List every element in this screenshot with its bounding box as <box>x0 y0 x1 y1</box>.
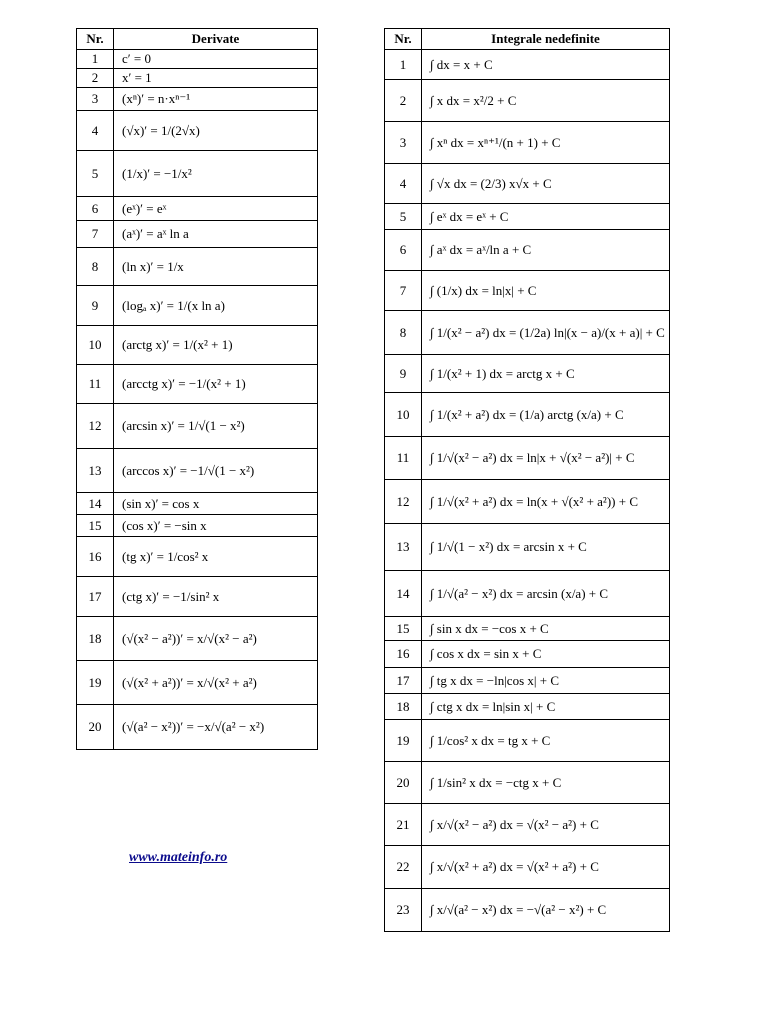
derivative-row <box>77 69 318 88</box>
integral-row-number: 13 <box>385 524 422 571</box>
derivative-row-number: 13 <box>77 449 114 493</box>
integral-row-formula: ∫ 1/√(a² − x²) dx = arcsin (x/a) + C <box>422 571 670 617</box>
integrals-header-title: Integrale nedefinite <box>422 29 670 50</box>
derivative-row-formula: (√(x² + a²))′ = x/√(x² + a²) <box>114 661 318 705</box>
derivative-row <box>77 449 318 493</box>
derivative-row <box>77 197 318 221</box>
derivative-row-number: 3 <box>77 88 114 111</box>
mateinfo-link[interactable]: www.mateinfo.ro <box>129 850 228 865</box>
derivative-row <box>77 248 318 286</box>
integral-row-formula: ∫ 1/(x² − a²) dx = (1/2a) ln|(x − a)/(x + a)| + C <box>422 311 670 355</box>
derivative-row-number: 14 <box>77 493 114 515</box>
derivative-row-formula: (ln x)′ = 1/x <box>114 248 318 286</box>
integral-row <box>385 122 670 164</box>
derivative-row <box>77 617 318 661</box>
derivative-row-number: 20 <box>77 705 114 750</box>
integral-row <box>385 437 670 480</box>
integral-row <box>385 393 670 437</box>
derivative-row-formula: (√(a² − x²))′ = −x/√(a² − x²) <box>114 705 318 750</box>
integral-row-formula: ∫ eˣ dx = eˣ + C <box>422 204 670 230</box>
derivatives-header-title: Derivate <box>114 29 318 50</box>
integral-row <box>385 50 670 80</box>
derivative-row-formula: (ctg x)′ = −1/sin² x <box>114 577 318 617</box>
integral-row-formula: ∫ (1/x) dx = ln|x| + C <box>422 271 670 311</box>
integral-row-number: 15 <box>385 617 422 641</box>
integral-row <box>385 889 670 932</box>
integral-row-formula: ∫ 1/√(x² − a²) dx = ln|x + √(x² − a²)| + C <box>422 437 670 480</box>
derivative-row-formula: (√x)′ = 1/(2√x) <box>114 111 318 151</box>
derivative-row-number: 7 <box>77 221 114 248</box>
derivative-row <box>77 286 318 326</box>
integral-row-number: 21 <box>385 804 422 846</box>
integral-row <box>385 846 670 889</box>
derivative-row-formula: (√(x² − a²))′ = x/√(x² − a²) <box>114 617 318 661</box>
integral-row-number: 6 <box>385 230 422 271</box>
integral-row-formula: ∫ x/√(x² + a²) dx = √(x² + a²) + C <box>422 846 670 889</box>
integral-row <box>385 480 670 524</box>
integral-row <box>385 524 670 571</box>
integral-row <box>385 641 670 668</box>
derivative-row-formula: (arccos x)′ = −1/√(1 − x²) <box>114 449 318 493</box>
integral-row-formula: ∫ ctg x dx = ln|sin x| + C <box>422 694 670 720</box>
integral-row <box>385 617 670 641</box>
derivative-row-number: 6 <box>77 197 114 221</box>
derivative-row-number: 19 <box>77 661 114 705</box>
integral-row-formula: ∫ tg x dx = −ln|cos x| + C <box>422 668 670 694</box>
derivative-row <box>77 111 318 151</box>
integral-row-formula: ∫ cos x dx = sin x + C <box>422 641 670 668</box>
derivative-row-formula: c′ = 0 <box>114 50 318 69</box>
integrals-header-row <box>385 29 670 50</box>
derivative-row-number: 15 <box>77 515 114 537</box>
integral-row-formula: ∫ 1/(x² + 1) dx = arctg x + C <box>422 355 670 393</box>
derivatives-header-nr: Nr. <box>77 29 114 50</box>
derivative-row <box>77 88 318 111</box>
derivative-row-number: 1 <box>77 50 114 69</box>
integral-row-number: 23 <box>385 889 422 932</box>
derivative-row <box>77 50 318 69</box>
derivative-row-formula: (tg x)′ = 1/cos² x <box>114 537 318 577</box>
derivative-row-number: 11 <box>77 365 114 404</box>
integral-row-number: 12 <box>385 480 422 524</box>
derivative-row <box>77 515 318 537</box>
integral-row <box>385 668 670 694</box>
derivative-row-number: 4 <box>77 111 114 151</box>
derivative-row <box>77 221 318 248</box>
derivatives-header-row <box>77 29 318 50</box>
derivative-row-number: 8 <box>77 248 114 286</box>
derivative-row <box>77 326 318 365</box>
integral-row <box>385 164 670 204</box>
integral-row-number: 1 <box>385 50 422 80</box>
integral-row <box>385 694 670 720</box>
integral-row-number: 19 <box>385 720 422 762</box>
integral-row <box>385 355 670 393</box>
derivative-row <box>77 365 318 404</box>
derivatives-table <box>76 28 318 750</box>
integral-row-formula: ∫ dx = x + C <box>422 50 670 80</box>
derivative-row-formula: (arcctg x)′ = −1/(x² + 1) <box>114 365 318 404</box>
integral-row-formula: ∫ x/√(x² − a²) dx = √(x² − a²) + C <box>422 804 670 846</box>
integral-row-formula: ∫ 1/cos² x dx = tg x + C <box>422 720 670 762</box>
integral-row-formula: ∫ 1/√(x² + a²) dx = ln(x + √(x² + a²)) + C <box>422 480 670 524</box>
derivative-row-formula: x′ = 1 <box>114 69 318 88</box>
integral-row <box>385 804 670 846</box>
derivative-row-number: 9 <box>77 286 114 326</box>
integral-row <box>385 720 670 762</box>
integral-row-number: 7 <box>385 271 422 311</box>
derivative-row-formula: (arctg x)′ = 1/(x² + 1) <box>114 326 318 365</box>
integral-row-number: 4 <box>385 164 422 204</box>
derivative-row-formula: (xⁿ)′ = n·xⁿ⁻¹ <box>114 88 318 111</box>
integral-row-formula: ∫ √x dx = (2/3) x√x + C <box>422 164 670 204</box>
integral-row-number: 17 <box>385 668 422 694</box>
derivative-row-formula: (1/x)′ = −1/x² <box>114 151 318 197</box>
derivative-row-formula: (aˣ)′ = aˣ ln a <box>114 221 318 248</box>
integral-row-formula: ∫ sin x dx = −cos x + C <box>422 617 670 641</box>
derivative-row-number: 18 <box>77 617 114 661</box>
integral-row <box>385 762 670 804</box>
derivative-row-number: 16 <box>77 537 114 577</box>
integral-row-number: 20 <box>385 762 422 804</box>
integral-row <box>385 204 670 230</box>
integral-row-formula: ∫ xⁿ dx = xⁿ⁺¹/(n + 1) + C <box>422 122 670 164</box>
integral-row <box>385 80 670 122</box>
integral-row-number: 22 <box>385 846 422 889</box>
integral-row-formula: ∫ aˣ dx = aˣ/ln a + C <box>422 230 670 271</box>
derivative-row-number: 2 <box>77 69 114 88</box>
integral-row-number: 2 <box>385 80 422 122</box>
derivative-row-number: 12 <box>77 404 114 449</box>
integral-row-number: 5 <box>385 204 422 230</box>
integral-row-number: 11 <box>385 437 422 480</box>
derivative-row <box>77 493 318 515</box>
integral-row-formula: ∫ 1/(x² + a²) dx = (1/a) arctg (x/a) + C <box>422 393 670 437</box>
integrals-header-nr: Nr. <box>385 29 422 50</box>
derivative-row-number: 17 <box>77 577 114 617</box>
integral-row-number: 16 <box>385 641 422 668</box>
integral-row-number: 18 <box>385 694 422 720</box>
derivative-row <box>77 537 318 577</box>
derivative-row-formula: (logₐ x)′ = 1/(x ln a) <box>114 286 318 326</box>
derivative-row <box>77 151 318 197</box>
derivative-row <box>77 404 318 449</box>
integral-row <box>385 311 670 355</box>
derivative-row <box>77 705 318 750</box>
integral-row-formula: ∫ x dx = x²/2 + C <box>422 80 670 122</box>
integral-row <box>385 571 670 617</box>
integral-row-formula: ∫ 1/sin² x dx = −ctg x + C <box>422 762 670 804</box>
integral-row <box>385 271 670 311</box>
integral-row-number: 10 <box>385 393 422 437</box>
integral-row <box>385 230 670 271</box>
derivative-row <box>77 577 318 617</box>
integral-row-number: 3 <box>385 122 422 164</box>
derivative-row-number: 5 <box>77 151 114 197</box>
derivative-row-formula: (cos x)′ = −sin x <box>114 515 318 537</box>
integrals-table <box>384 28 670 932</box>
derivative-row-formula: (arcsin x)′ = 1/√(1 − x²) <box>114 404 318 449</box>
derivative-row-number: 10 <box>77 326 114 365</box>
integral-row-formula: ∫ x/√(a² − x²) dx = −√(a² − x²) + C <box>422 889 670 932</box>
derivative-row <box>77 661 318 705</box>
integral-row-number: 9 <box>385 355 422 393</box>
derivative-row-formula: (eˣ)′ = eˣ <box>114 197 318 221</box>
integral-row-number: 8 <box>385 311 422 355</box>
integral-row-number: 14 <box>385 571 422 617</box>
derivative-row-formula: (sin x)′ = cos x <box>114 493 318 515</box>
integral-row-formula: ∫ 1/√(1 − x²) dx = arcsin x + C <box>422 524 670 571</box>
